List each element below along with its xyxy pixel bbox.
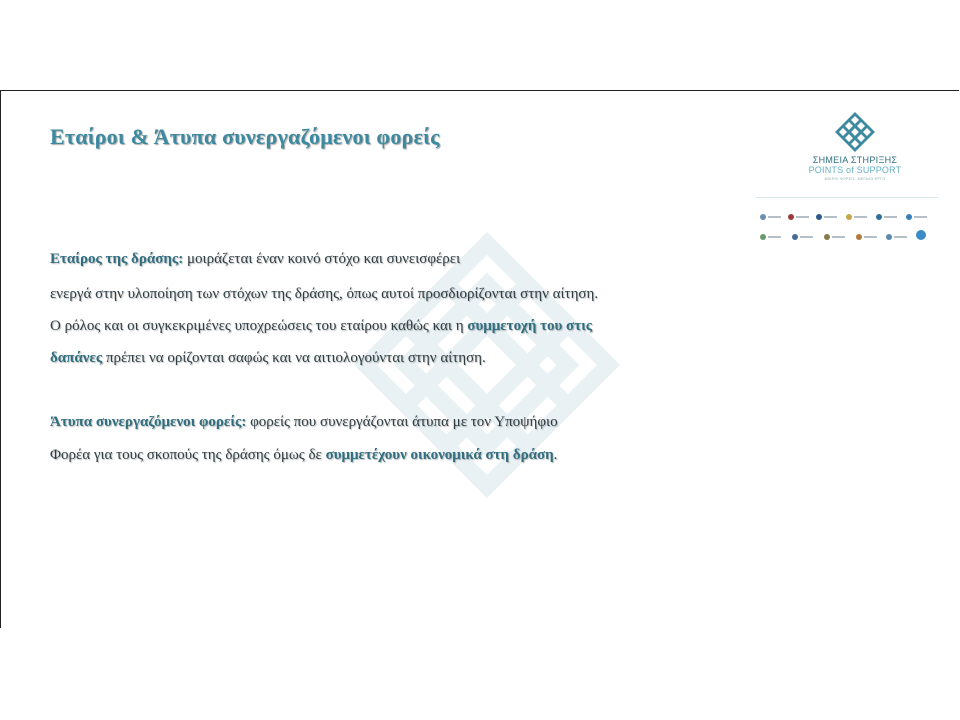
- partner-logo: [816, 208, 838, 216]
- partner-logo: [886, 228, 908, 236]
- para2-line1: [50, 414, 558, 431]
- para1-line3-text: Ο ρόλος και οι συγκεκριμένες υποχρεώσεις του εταίρου καθώς και η: [50, 318, 468, 334]
- logo-greek-name: ΣΗΜΕΙΑ ΣΤΗΡΙΞΗΣ: [812, 155, 898, 165]
- partner-logo: [760, 208, 782, 216]
- partner-term: Εταίρος της δράσης:: [50, 251, 184, 267]
- logo-english-name: POINTS of SUPPORT: [808, 165, 902, 175]
- para1-line3: [50, 318, 592, 335]
- para1-line2: ενεργά στην υλοποίηση των στόχων της δράσης, όπως αυτοί προσδιορίζονται στην αίτηση.: [50, 286, 599, 302]
- financial-term: συμμετέχουν οικονομικά στη δράση: [325, 447, 554, 463]
- para2-line2-text: Φορέα για τους σκοπούς της δράσης όμως δε: [50, 447, 326, 463]
- informal-def-start: φορείς που συνεργάζονται άτυπα με τον Υποψήφιο: [246, 414, 558, 430]
- partner-logo: [906, 208, 928, 216]
- slide-title: Εταίροι & Άτυπα συνεργαζόμενοι φορείς: [50, 124, 440, 149]
- partner-logo: [856, 228, 878, 236]
- partner-logos: [756, 197, 938, 244]
- para1-line4-text: πρέπει να ορίζονται σαφώς και να αιτιολογούνται στην αίτηση.: [102, 350, 486, 366]
- partner-def-start: μοιράζεται έναν κοινό στόχο και συνεισφέρει: [183, 251, 461, 267]
- logo-tagline: ΜΙΚΡΟΙ ΦΟΡΕΙΣ, ΜΕΓΑΛΟ ΕΡΓΟ: [824, 177, 886, 181]
- para2-line2: [50, 447, 557, 464]
- partner-logo: [792, 228, 814, 236]
- partner-logo: [760, 228, 782, 236]
- partner-logo: [846, 208, 868, 216]
- participation-term: συμμετοχή του στις: [467, 318, 593, 334]
- partner-logo: [788, 208, 810, 216]
- expenses-term: δαπάνες: [50, 350, 103, 366]
- para1-line1: [50, 251, 460, 268]
- points-of-support-logo: [800, 112, 910, 181]
- partner-logo: [876, 208, 898, 216]
- informal-term: Άτυπα συνεργαζόμενοι φορείς:: [50, 414, 247, 430]
- partner-logo: [824, 228, 846, 236]
- partner-logo: [916, 226, 938, 234]
- knot-logo-icon: [835, 112, 875, 152]
- para2-line2-end: .: [553, 447, 558, 463]
- para1-line4: [50, 350, 486, 367]
